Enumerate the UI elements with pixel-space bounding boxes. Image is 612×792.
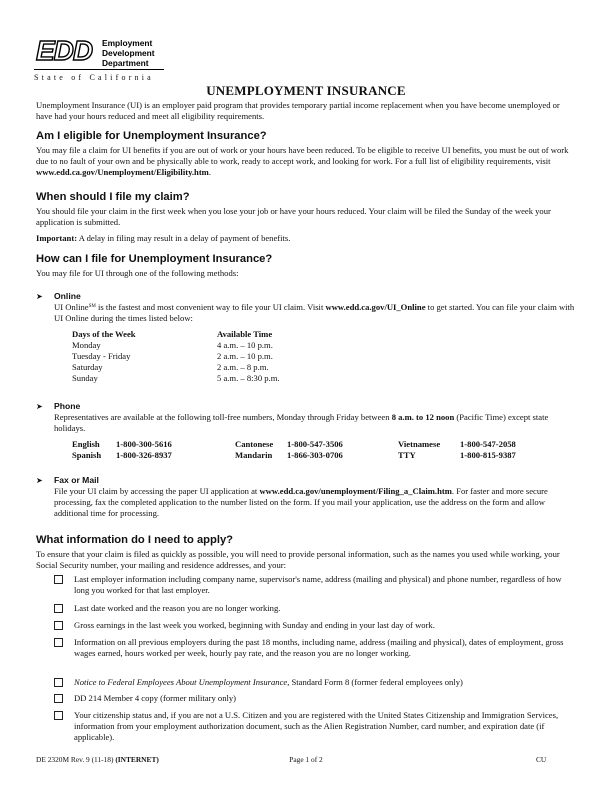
info-heading: What information do I need to apply? [36,534,234,546]
language-cell: English [72,439,100,449]
form-internet: (INTERNET) [115,755,159,764]
logo-divider [34,69,164,70]
info-section [36,534,576,571]
checkbox[interactable] [54,694,63,703]
day-cell: Sunday [72,373,98,383]
important-text: A delay in filing may result in a delay of payment of benefits. [77,233,291,243]
how-text: You may file for UI through one of the following methods: [36,268,239,278]
online-text-3: to get started. You can file your claim with UI Online during the times listed below: [54,302,575,323]
when-text: You should file your claim in the first week when you lose your job or have your hours reduced. Your claim will be filed the Sunday of the week your application is submitted. [36,206,551,227]
time-cell: 5 a.m. – 8:30 p.m. [217,373,280,383]
time-cell: 2 a.m. – 10 p.m. [217,351,273,361]
list-item [54,620,576,631]
table-row [72,340,280,351]
eligibility-text [36,145,576,178]
logo-line-1: Employment [102,38,153,48]
table-row [72,351,280,362]
time-cell: 2 a.m. – 8 p.m. [217,362,269,372]
eligibility-body: You may file a claim for UI benefits if you are out of work or your hours have been reduced. To be eligible to receive UI benefits, you must be out of work due to no fault of your own and be physically able to work, ready to accept work, and looking for work. For a full list of eligibility requirements, visit [36,145,569,166]
fax-text [54,486,576,519]
eligibility-section [36,130,576,178]
checkbox[interactable] [54,678,63,687]
online-text [54,302,576,324]
phone-title: Phone [54,401,81,411]
table-row [72,362,280,373]
arrow-bullet-icon: ➤ [36,292,43,301]
fax-mail-method [36,475,576,519]
list-item [54,710,576,743]
phone-number[interactable]: 1-800-547-3506 [287,439,343,449]
language-cell: TTY [398,450,416,460]
arrow-bullet-icon: ➤ [36,476,43,485]
list-item [54,677,576,688]
table-row [72,439,516,450]
page-number: Page 1 of 2 [289,755,323,764]
how-section [36,253,576,279]
list-item-text [74,677,576,688]
fax-text-2: . For faster and more secure processing, fax the completed application to the number listed on the form. If you mail your application, use the address on the form and allow additional time for processing. [54,486,548,518]
day-cell: Monday [72,340,101,350]
day-cell: Tuesday - Friday [72,351,131,361]
list-item-text: Information on all previous employers during the past 18 months, including name, address (mailing and physical), dates of employment, gross wages earned, hours worked per week, hourly pay rate, and the reason you are no longer working. [74,637,564,658]
when-section [36,191,576,244]
phone-number[interactable]: 1-800-815-9387 [460,450,516,460]
online-title: Online [54,291,81,301]
online-text-2: is the fastest and most convenient way to file your UI claim. Visit [95,302,326,312]
list-item-text: Last date worked and the reason you are no longer working. [74,603,281,613]
list-item-text: Last employer information including company name, supervisor's name, address (mailing and physical) and phone number, regardless of how long you worked for that last employer. [74,574,562,595]
phone-number[interactable]: 1-866-303-0706 [287,450,343,460]
checkbox[interactable] [54,621,63,630]
language-cell: Cantonese [235,439,274,449]
phone-method [36,401,576,461]
phone-number[interactable]: 1-800-326-8937 [116,450,172,460]
list-item-text: Your citizenship status and, if you are not a U.S. Citizen and you are registered with the United States Citizenship and Immigration Services, information from your employment authorization document, such as the Alien Registration Number, card number, and expiration date (if applicable). [74,710,559,742]
table-row [72,373,280,384]
phone-numbers-table [72,439,516,461]
eligibility-heading: Am I eligible for Unemployment Insurance? [36,130,267,142]
filing-claim-link[interactable]: www.edd.ca.gov/unemployment/Filing_a_Claim.htm [259,486,452,496]
fax-text-1: File your UI claim by accessing the paper UI application at [54,486,260,496]
ui-online-link[interactable]: www.edd.ca.gov/UI_Online [325,302,426,312]
list-item [54,603,576,614]
logo-line-2: Development [102,48,155,58]
logo-state: State of California [34,73,154,82]
edd-logo-mark: EDD [36,35,93,66]
when-heading: When should I file my claim? [36,191,190,203]
online-method [36,291,576,384]
form-code: DE 2320M Rev. 9 (11-18) [36,755,116,764]
sf8-rest: Standard Form 8 (former federal employees only) [289,677,463,687]
phone-text-2: (Pacific Time) except state holidays. [54,412,549,433]
logo-line-3: Department [102,58,149,68]
phone-text-1: Representatives are available at the following toll-free numbers, Monday through Friday between [54,412,392,422]
list-item [54,637,576,659]
phone-number[interactable]: 1-800-300-5616 [116,439,172,449]
language-cell: Vietnamese [398,439,441,449]
online-hours-table [72,329,280,384]
important-note [36,233,576,244]
online-text-1: UI Online [54,302,89,312]
time-cell: 4 a.m. – 10 p.m. [217,340,273,350]
table-row [72,450,516,461]
eligibility-end: . [208,167,211,177]
how-heading: How can I file for Unemployment Insurance? [36,253,273,265]
page-title: UNEMPLOYMENT INSURANCE [206,83,406,98]
eligibility-link[interactable]: www.edd.ca.gov/Unemployment/Eligibility.htm [36,167,209,177]
col-time-header: Available Time [217,329,273,339]
language-cell: Mandarin [235,450,273,460]
list-item [54,693,576,704]
important-label: Important: [36,233,78,243]
phone-hours: 8 a.m. to 12 noon [391,412,455,422]
footer-code: CU [536,755,547,764]
phone-number[interactable]: 1-800-547-2058 [460,439,516,449]
list-item [54,574,576,596]
checkbox[interactable] [54,604,63,613]
phone-text [54,412,576,434]
sf8-title: Notice to Federal Employees About Unemployment Insurance, [74,677,290,687]
list-item-text: DD 214 Member 4 copy (former military only) [74,693,237,703]
col-day-header: Days of the Week [72,329,136,339]
language-cell: Spanish [72,450,102,460]
checkbox[interactable] [54,638,63,647]
info-text: To ensure that your claim is filed as quickly as possible, you will need to provide personal information, such as the names you used while working, your Social Security number, your mailing and residence addresses, and your: [36,549,560,570]
edd-logo [34,36,164,80]
service-mark: SM [88,304,96,309]
checkbox[interactable] [54,711,63,720]
checkbox[interactable] [54,575,63,584]
day-cell: Saturday [72,362,103,372]
arrow-bullet-icon: ➤ [36,402,43,411]
intro-paragraph: Unemployment Insurance (UI) is an employer paid program that provides temporary partial income replacement when you have become unemployed or have had your hours reduced and meet all eligibility requirements. [36,100,560,121]
edd-logo-words [102,38,155,68]
fax-title: Fax or Mail [54,475,99,485]
list-item-text: Gross earnings in the last week you worked, beginning with Sunday and ending in your last day of work. [74,620,435,630]
